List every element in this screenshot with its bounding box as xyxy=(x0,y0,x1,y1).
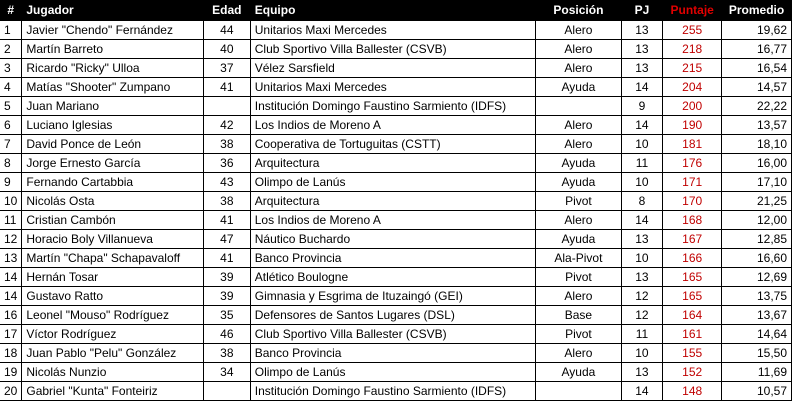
cell-position: Base xyxy=(536,306,621,325)
cell-player: Víctor Rodríguez xyxy=(22,325,204,344)
cell-rank: 6 xyxy=(0,116,22,135)
cell-rank: 9 xyxy=(0,173,22,192)
cell-position: Pivot xyxy=(536,325,621,344)
cell-average: 13,67 xyxy=(722,306,792,325)
cell-age: 46 xyxy=(203,325,250,344)
cell-position: Alero xyxy=(536,344,621,363)
cell-player: Javier "Chendo" Fernández xyxy=(22,21,204,40)
cell-position: Alero xyxy=(536,59,621,78)
table-row xyxy=(0,325,792,344)
cell-points: 167 xyxy=(663,230,722,249)
cell-age: 39 xyxy=(203,287,250,306)
cell-position xyxy=(536,97,621,116)
cell-games-played: 13 xyxy=(621,230,663,249)
cell-team: Olimpo de Lanús xyxy=(250,363,535,382)
table-row xyxy=(0,382,792,401)
cell-points: 176 xyxy=(663,154,722,173)
cell-average: 18,10 xyxy=(722,135,792,154)
table-row xyxy=(0,211,792,230)
cell-games-played: 9 xyxy=(621,97,663,116)
cell-points: 148 xyxy=(663,382,722,401)
cell-age: 43 xyxy=(203,173,250,192)
cell-team: Club Sportivo Villa Ballester (CSVB) xyxy=(250,325,535,344)
cell-games-played: 13 xyxy=(621,363,663,382)
cell-team: Cooperativa de Tortuguitas (CSTT) xyxy=(250,135,535,154)
cell-points: 181 xyxy=(663,135,722,154)
cell-player: Martín Barreto xyxy=(22,40,204,59)
cell-games-played: 10 xyxy=(621,135,663,154)
cell-average: 15,50 xyxy=(722,344,792,363)
cell-team: Institución Domingo Faustino Sarmiento (IDFS) xyxy=(250,382,535,401)
cell-points: 166 xyxy=(663,249,722,268)
header-games-played: PJ xyxy=(621,0,663,21)
cell-player: Cristian Cambón xyxy=(22,211,204,230)
cell-rank: 7 xyxy=(0,135,22,154)
cell-age: 38 xyxy=(203,344,250,363)
cell-player: Nicolás Nunzio xyxy=(22,363,204,382)
cell-points: 171 xyxy=(663,173,722,192)
cell-average: 19,62 xyxy=(722,21,792,40)
cell-player: Horacio Boly Villanueva xyxy=(22,230,204,249)
cell-player: Gabriel "Kunta" Fonteiriz xyxy=(22,382,204,401)
cell-rank: 11 xyxy=(0,211,22,230)
header-rank: # xyxy=(0,0,22,21)
cell-rank: 13 xyxy=(0,249,22,268)
cell-average: 16,60 xyxy=(722,249,792,268)
cell-player: Juan Mariano xyxy=(22,97,204,116)
cell-age: 38 xyxy=(203,192,250,211)
cell-average: 12,00 xyxy=(722,211,792,230)
cell-rank: 2 xyxy=(0,40,22,59)
cell-age: 40 xyxy=(203,40,250,59)
cell-rank: 17 xyxy=(0,325,22,344)
cell-age xyxy=(203,97,250,116)
cell-rank: 20 xyxy=(0,382,22,401)
table-row xyxy=(0,268,792,287)
cell-average: 10,57 xyxy=(722,382,792,401)
cell-age: 47 xyxy=(203,230,250,249)
cell-games-played: 10 xyxy=(621,173,663,192)
cell-rank: 12 xyxy=(0,230,22,249)
cell-player: Leonel "Mouso" Rodríguez xyxy=(22,306,204,325)
cell-player: Matías "Shooter" Zumpano xyxy=(22,78,204,97)
cell-team: Olimpo de Lanús xyxy=(250,173,535,192)
table-row xyxy=(0,173,792,192)
cell-rank: 18 xyxy=(0,344,22,363)
cell-player: Fernando Cartabbia xyxy=(22,173,204,192)
cell-player: Gustavo Ratto xyxy=(22,287,204,306)
cell-team: Institución Domingo Faustino Sarmiento (IDFS) xyxy=(250,97,535,116)
table-row xyxy=(0,154,792,173)
cell-age: 38 xyxy=(203,135,250,154)
cell-games-played: 10 xyxy=(621,344,663,363)
cell-team: Club Sportivo Villa Ballester (CSVB) xyxy=(250,40,535,59)
cell-position xyxy=(536,382,621,401)
cell-rank: 1 xyxy=(0,21,22,40)
cell-rank: 8 xyxy=(0,154,22,173)
cell-position: Ayuda xyxy=(536,363,621,382)
cell-games-played: 14 xyxy=(621,116,663,135)
cell-rank: 10 xyxy=(0,192,22,211)
cell-team: Arquitectura xyxy=(250,154,535,173)
cell-team: Vélez Sarsfield xyxy=(250,59,535,78)
cell-points: 155 xyxy=(663,344,722,363)
cell-rank: 14 xyxy=(0,268,22,287)
cell-games-played: 10 xyxy=(621,249,663,268)
table-row xyxy=(0,363,792,382)
cell-age: 41 xyxy=(203,211,250,230)
cell-points: 255 xyxy=(663,21,722,40)
cell-points: 165 xyxy=(663,268,722,287)
cell-team: Gimnasia y Esgrima de Ituzaingó (GEI) xyxy=(250,287,535,306)
cell-average: 14,64 xyxy=(722,325,792,344)
cell-average: 16,77 xyxy=(722,40,792,59)
cell-points: 164 xyxy=(663,306,722,325)
cell-position: Alero xyxy=(536,211,621,230)
cell-player: Luciano Iglesias xyxy=(22,116,204,135)
cell-average: 16,54 xyxy=(722,59,792,78)
cell-points: 165 xyxy=(663,287,722,306)
cell-games-played: 14 xyxy=(621,78,663,97)
header-team: Equipo xyxy=(250,0,535,21)
cell-average: 21,25 xyxy=(722,192,792,211)
header-points: Puntaje xyxy=(663,0,722,21)
table-row xyxy=(0,59,792,78)
cell-rank: 14 xyxy=(0,287,22,306)
cell-team: Banco Provincia xyxy=(250,249,535,268)
cell-average: 12,69 xyxy=(722,268,792,287)
table-row xyxy=(0,306,792,325)
cell-position: Alero xyxy=(536,40,621,59)
cell-team: Defensores de Santos Lugares (DSL) xyxy=(250,306,535,325)
cell-position: Alero xyxy=(536,21,621,40)
cell-points: 200 xyxy=(663,97,722,116)
header-position: Posición xyxy=(536,0,621,21)
cell-games-played: 13 xyxy=(621,59,663,78)
table-row xyxy=(0,78,792,97)
cell-team: Los Indios de Moreno A xyxy=(250,211,535,230)
cell-rank: 19 xyxy=(0,363,22,382)
cell-average: 16,00 xyxy=(722,154,792,173)
cell-games-played: 13 xyxy=(621,21,663,40)
cell-age: 37 xyxy=(203,59,250,78)
cell-average: 17,10 xyxy=(722,173,792,192)
cell-position: Alero xyxy=(536,287,621,306)
table-row xyxy=(0,135,792,154)
table-row xyxy=(0,287,792,306)
cell-player: Hernán Tosar xyxy=(22,268,204,287)
cell-team: Unitarios Maxi Mercedes xyxy=(250,21,535,40)
cell-points: 204 xyxy=(663,78,722,97)
table-row xyxy=(0,230,792,249)
cell-games-played: 12 xyxy=(621,287,663,306)
cell-player: Juan Pablo "Pelu" González xyxy=(22,344,204,363)
header-player: Jugador xyxy=(22,0,204,21)
table-row xyxy=(0,116,792,135)
cell-points: 161 xyxy=(663,325,722,344)
cell-average: 13,57 xyxy=(722,116,792,135)
cell-team: Atlético Boulogne xyxy=(250,268,535,287)
cell-rank: 3 xyxy=(0,59,22,78)
cell-position: Ayuda xyxy=(536,173,621,192)
cell-player: David Ponce de León xyxy=(22,135,204,154)
cell-rank: 16 xyxy=(0,306,22,325)
table-row xyxy=(0,40,792,59)
cell-team: Arquitectura xyxy=(250,192,535,211)
cell-age: 35 xyxy=(203,306,250,325)
table-row xyxy=(0,192,792,211)
table-row xyxy=(0,249,792,268)
cell-team: Los Indios de Moreno A xyxy=(250,116,535,135)
table-body xyxy=(0,21,792,401)
cell-points: 152 xyxy=(663,363,722,382)
cell-position: Pivot xyxy=(536,192,621,211)
cell-rank: 4 xyxy=(0,78,22,97)
cell-games-played: 13 xyxy=(621,40,663,59)
cell-age: 41 xyxy=(203,249,250,268)
cell-points: 218 xyxy=(663,40,722,59)
cell-games-played: 14 xyxy=(621,382,663,401)
cell-points: 170 xyxy=(663,192,722,211)
cell-rank: 5 xyxy=(0,97,22,116)
table-row xyxy=(0,97,792,116)
header-age: Edad xyxy=(203,0,250,21)
cell-average: 13,75 xyxy=(722,287,792,306)
cell-age: 44 xyxy=(203,21,250,40)
cell-games-played: 11 xyxy=(621,325,663,344)
cell-games-played: 11 xyxy=(621,154,663,173)
cell-age xyxy=(203,382,250,401)
cell-player: Ricardo "Ricky" Ulloa xyxy=(22,59,204,78)
header-average: Promedio xyxy=(722,0,792,21)
cell-games-played: 8 xyxy=(621,192,663,211)
cell-average: 14,57 xyxy=(722,78,792,97)
cell-points: 190 xyxy=(663,116,722,135)
cell-average: 11,69 xyxy=(722,363,792,382)
cell-position: Pivot xyxy=(536,268,621,287)
cell-player: Martín "Chapa" Schapavaloff xyxy=(22,249,204,268)
table-row xyxy=(0,21,792,40)
cell-points: 168 xyxy=(663,211,722,230)
cell-points: 215 xyxy=(663,59,722,78)
cell-age: 41 xyxy=(203,78,250,97)
cell-team: Náutico Buchardo xyxy=(250,230,535,249)
cell-age: 36 xyxy=(203,154,250,173)
cell-player: Nicolás Osta xyxy=(22,192,204,211)
header-row xyxy=(0,0,792,21)
cell-games-played: 14 xyxy=(621,211,663,230)
cell-position: Ayuda xyxy=(536,230,621,249)
cell-games-played: 13 xyxy=(621,268,663,287)
table-row xyxy=(0,344,792,363)
cell-position: Ayuda xyxy=(536,154,621,173)
cell-team: Banco Provincia xyxy=(250,344,535,363)
cell-age: 42 xyxy=(203,116,250,135)
cell-player: Jorge Ernesto García xyxy=(22,154,204,173)
cell-position: Ayuda xyxy=(536,78,621,97)
cell-age: 34 xyxy=(203,363,250,382)
cell-games-played: 12 xyxy=(621,306,663,325)
cell-position: Alero xyxy=(536,135,621,154)
cell-age: 39 xyxy=(203,268,250,287)
cell-team: Unitarios Maxi Mercedes xyxy=(250,78,535,97)
cell-position: Ala-Pivot xyxy=(536,249,621,268)
cell-average: 12,85 xyxy=(722,230,792,249)
cell-average: 22,22 xyxy=(722,97,792,116)
cell-position: Alero xyxy=(536,116,621,135)
